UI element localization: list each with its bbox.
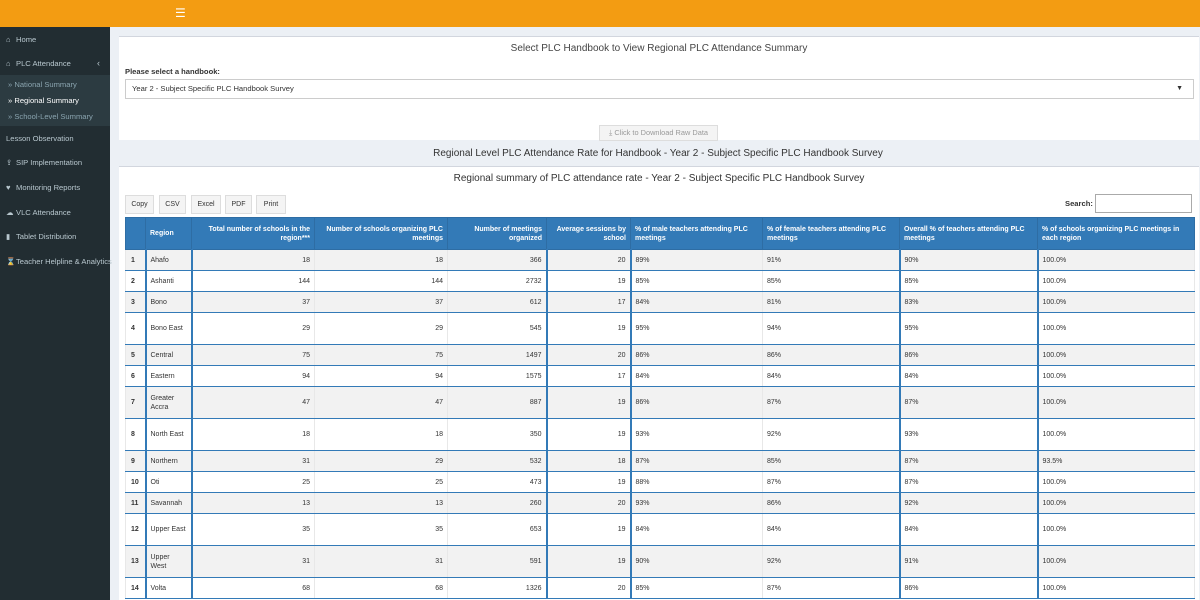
table-cell: 31	[192, 546, 315, 578]
table-cell: 20	[547, 578, 631, 599]
table-cell: 35	[192, 514, 315, 546]
table-cell: 1326	[448, 578, 547, 599]
table-cell: 84%	[763, 514, 900, 546]
table-cell: 612	[448, 292, 547, 313]
table-cell: 13	[192, 493, 315, 514]
table-row[interactable]	[126, 472, 1195, 493]
column-header[interactable]: Total number of schools in the region***	[192, 218, 315, 250]
sidebar-submenu	[0, 75, 110, 126]
table-cell: 473	[448, 472, 547, 493]
table-cell: 2732	[448, 271, 547, 292]
table-cell: 68	[192, 578, 315, 599]
table-cell: 18	[192, 250, 315, 271]
table-cell: 95%	[900, 313, 1038, 345]
heart-icon: ♥	[6, 183, 11, 192]
table-cell: 2	[126, 271, 146, 292]
column-header[interactable]: % of female teachers attending PLC meetings	[763, 218, 900, 250]
table-cell: 91%	[900, 546, 1038, 578]
home-icon: ⌂	[6, 35, 11, 44]
table-row[interactable]	[126, 366, 1195, 387]
table-row[interactable]	[126, 292, 1195, 313]
table-cell: 90%	[900, 250, 1038, 271]
table-cell: 85%	[900, 271, 1038, 292]
table-row[interactable]	[126, 493, 1195, 514]
table-cell: 18	[315, 250, 448, 271]
hamburger-icon[interactable]: ☰	[175, 6, 186, 20]
table-cell: 87%	[900, 472, 1038, 493]
table-cell: 94	[192, 366, 315, 387]
table-cell: 93.5%	[1038, 451, 1195, 472]
print-button[interactable]: Print	[256, 195, 286, 214]
table-cell: 100.0%	[1038, 546, 1195, 578]
summary-box	[119, 166, 1199, 600]
table-row[interactable]	[126, 387, 1195, 419]
table-cell: 86%	[763, 493, 900, 514]
table-header-row	[126, 218, 1195, 250]
handbook-select-label: Please select a handbook:	[125, 67, 220, 76]
table-cell: Savannah	[146, 493, 192, 514]
download-raw-data-button[interactable]: ⤓ Click to Download Raw Data	[599, 125, 718, 141]
chevron-left-icon: ‹	[97, 58, 100, 68]
table-cell: 89%	[631, 250, 763, 271]
table-cell: 29	[192, 313, 315, 345]
table-cell: Ashanti	[146, 271, 192, 292]
table-cell: 8	[126, 419, 146, 451]
top-navbar	[0, 0, 1200, 27]
sidebar-item-vlc-attendance[interactable]: ☁ VLC Attendance	[6, 208, 71, 217]
table-cell: 75	[315, 345, 448, 366]
table-cell: North East	[146, 419, 192, 451]
sidebar-item-school-level-summary[interactable]: » School-Level Summary	[8, 112, 93, 121]
search-input[interactable]	[1095, 194, 1192, 213]
column-header[interactable]: Number of schools organizing PLC meetings	[315, 218, 448, 250]
column-header[interactable]: % of male teachers attending PLC meetings	[631, 218, 763, 250]
table-cell: 100.0%	[1038, 578, 1195, 599]
table-body	[126, 250, 1195, 599]
table-cell: 87%	[900, 387, 1038, 419]
table-cell: Volta	[146, 578, 192, 599]
table-cell: 1575	[448, 366, 547, 387]
column-header[interactable]: Average sessions by school	[547, 218, 631, 250]
table-cell: 9	[126, 451, 146, 472]
table-row[interactable]	[126, 578, 1195, 599]
hourglass-icon: ⌛	[6, 257, 16, 266]
table-cell: Bono	[146, 292, 192, 313]
table-cell: Upper West	[146, 546, 192, 578]
table-cell: 18	[547, 451, 631, 472]
table-cell: 86%	[763, 345, 900, 366]
table-cell: 84%	[631, 292, 763, 313]
column-header[interactable]	[126, 218, 146, 250]
table-cell: 29	[315, 451, 448, 472]
column-header[interactable]: Region	[146, 218, 192, 250]
handbook-box-title: Select PLC Handbook to View Regional PLC Attendance Summary	[510, 43, 808, 54]
table-cell: 100.0%	[1038, 366, 1195, 387]
upload-icon: ⇪	[6, 158, 13, 167]
table-cell: 4	[126, 313, 146, 345]
table-row[interactable]	[126, 271, 1195, 292]
table-cell: 84%	[763, 366, 900, 387]
table-cell: 100.0%	[1038, 271, 1195, 292]
table-cell: 25	[192, 472, 315, 493]
sidebar-item-regional-summary[interactable]: » Regional Summary	[8, 96, 79, 105]
sidebar	[0, 27, 110, 600]
table-cell: 18	[192, 419, 315, 451]
table-cell: 532	[448, 451, 547, 472]
table-cell: 84%	[900, 366, 1038, 387]
sidebar-item-home[interactable]: ⌂ Home	[6, 35, 37, 44]
table-cell: 84%	[631, 514, 763, 546]
table-cell: 19	[547, 313, 631, 345]
table-cell: Ahafo	[146, 250, 192, 271]
sidebar-item-tablet-distribution[interactable]: ▮ Tablet Distribution	[6, 232, 77, 241]
table-cell: 100.0%	[1038, 472, 1195, 493]
table-cell: 94%	[763, 313, 900, 345]
pdf-button[interactable]: PDF	[225, 195, 252, 214]
column-header[interactable]: Number of meetings organized	[448, 218, 547, 250]
table-cell: 86%	[631, 345, 763, 366]
section-title: Regional Level PLC Attendance Rate for Handbook - Year 2 - Subject Specific PLC Handbook Survey	[433, 148, 883, 159]
table-cell: 3	[126, 292, 146, 313]
table-cell: 13	[315, 493, 448, 514]
double-chevron-right-icon: »	[8, 80, 15, 89]
table-cell: 86%	[900, 345, 1038, 366]
table-cell: 92%	[763, 546, 900, 578]
table-cell: 84%	[631, 366, 763, 387]
summary-table	[125, 217, 1195, 599]
table-cell: 14	[126, 578, 146, 599]
table-cell: 6	[126, 366, 146, 387]
excel-button[interactable]: Excel	[191, 195, 221, 214]
table-cell: 12	[126, 514, 146, 546]
sidebar-item-monitoring-reports[interactable]: ♥ Monitoring Reports	[6, 183, 81, 192]
summary-title: Regional summary of PLC attendance rate - Year 2 - Subject Specific PLC Handbook Survey	[453, 173, 865, 184]
table-row[interactable]	[126, 514, 1195, 546]
double-chevron-right-icon: »	[8, 96, 15, 105]
table-cell: 20	[547, 493, 631, 514]
table-cell: Northern	[146, 451, 192, 472]
table-cell: 20	[547, 345, 631, 366]
main-content	[110, 27, 1200, 600]
table-cell: 1497	[448, 345, 547, 366]
table-row[interactable]	[126, 313, 1195, 345]
table-cell: 68	[315, 578, 448, 599]
table-cell: 93%	[900, 419, 1038, 451]
table-cell: 545	[448, 313, 547, 345]
table-row[interactable]	[126, 546, 1195, 578]
table-cell: 47	[192, 387, 315, 419]
table-cell: 20	[547, 250, 631, 271]
table-row[interactable]	[126, 250, 1195, 271]
table-cell: 93%	[631, 493, 763, 514]
table-cell: 31	[192, 451, 315, 472]
table-cell: 100.0%	[1038, 514, 1195, 546]
table-cell: 90%	[631, 546, 763, 578]
table-cell: 31	[315, 546, 448, 578]
table-cell: 87%	[763, 387, 900, 419]
table-cell: 83%	[900, 292, 1038, 313]
table-cell: 100.0%	[1038, 250, 1195, 271]
table-cell: 84%	[900, 514, 1038, 546]
table-cell: 11	[126, 493, 146, 514]
table-cell: Upper East	[146, 514, 192, 546]
home-icon: ⌂	[6, 59, 11, 68]
table-cell: 100.0%	[1038, 345, 1195, 366]
sidebar-item-sip-implementation[interactable]: ⇪ SIP Implementation	[6, 158, 83, 167]
table-cell: Central	[146, 345, 192, 366]
table-cell: Oti	[146, 472, 192, 493]
table-cell: 17	[547, 292, 631, 313]
caret-down-icon: ▼	[1176, 85, 1183, 92]
table-cell: 37	[315, 292, 448, 313]
table-cell: 100.0%	[1038, 313, 1195, 345]
table-cell: 85%	[763, 271, 900, 292]
table-cell: 25	[315, 472, 448, 493]
table-cell: 87%	[631, 451, 763, 472]
table-row[interactable]	[126, 419, 1195, 451]
sidebar-item-national-summary[interactable]: » National Summary	[8, 80, 77, 89]
table-cell: 18	[315, 419, 448, 451]
table-cell: 887	[448, 387, 547, 419]
download-icon: ⤓	[609, 128, 613, 137]
table-cell: 591	[448, 546, 547, 578]
table-cell: 144	[192, 271, 315, 292]
table-cell: 29	[315, 313, 448, 345]
table-cell: 92%	[763, 419, 900, 451]
table-cell: 81%	[763, 292, 900, 313]
table-cell: 653	[448, 514, 547, 546]
table-cell: 95%	[631, 313, 763, 345]
table-cell: 260	[448, 493, 547, 514]
table-cell: 85%	[763, 451, 900, 472]
table-row[interactable]	[126, 451, 1195, 472]
search-label: Search:	[1065, 199, 1093, 208]
table-cell: 87%	[763, 578, 900, 599]
column-header[interactable]: Overall % of teachers attending PLC meetings	[900, 218, 1038, 250]
double-chevron-right-icon: »	[8, 112, 15, 121]
table-cell: 88%	[631, 472, 763, 493]
table-cell: 94	[315, 366, 448, 387]
table-cell: 13	[126, 546, 146, 578]
table-cell: 5	[126, 345, 146, 366]
sidebar-item-teacher-helpline[interactable]: ⌛Teacher Helpline & Analytics	[6, 257, 112, 266]
column-header[interactable]: % of schools organizing PLC meetings in each region	[1038, 218, 1195, 250]
csv-button[interactable]: CSV	[159, 195, 186, 214]
table-cell: Eastern	[146, 366, 192, 387]
handbook-select[interactable]	[125, 79, 1194, 99]
table-cell: 92%	[900, 493, 1038, 514]
table-cell: 93%	[631, 419, 763, 451]
table-cell: Greater Accra	[146, 387, 192, 419]
table-cell: 19	[547, 514, 631, 546]
table-cell: 366	[448, 250, 547, 271]
table-cell: 19	[547, 419, 631, 451]
table-cell: 100.0%	[1038, 493, 1195, 514]
cloud-icon: ☁	[6, 208, 14, 217]
table-cell: 19	[547, 387, 631, 419]
table-cell: 35	[315, 514, 448, 546]
table-cell: 19	[547, 271, 631, 292]
tablet-icon: ▮	[6, 232, 11, 241]
table-cell: 85%	[631, 578, 763, 599]
table-cell: 75	[192, 345, 315, 366]
sidebar-item-lesson-observation[interactable]: Lesson Observation	[6, 134, 74, 143]
table-cell: Bono East	[146, 313, 192, 345]
table-cell: 17	[547, 366, 631, 387]
table-cell: 100.0%	[1038, 387, 1195, 419]
table-cell: 91%	[763, 250, 900, 271]
table-cell: 85%	[631, 271, 763, 292]
copy-button[interactable]: Copy	[125, 195, 154, 214]
table-cell: 100.0%	[1038, 419, 1195, 451]
handbook-select-value: Year 2 - Subject Specific PLC Handbook Survey	[132, 84, 294, 93]
table-cell: 7	[126, 387, 146, 419]
table-row[interactable]	[126, 345, 1195, 366]
table-cell: 100.0%	[1038, 292, 1195, 313]
sidebar-item-plc-attendance[interactable]: ⌂ PLC Attendance ‹	[6, 58, 100, 68]
table-cell: 350	[448, 419, 547, 451]
table-cell: 1	[126, 250, 146, 271]
table-cell: 19	[547, 546, 631, 578]
table-cell: 86%	[631, 387, 763, 419]
table-cell: 47	[315, 387, 448, 419]
table-cell: 10	[126, 472, 146, 493]
table-cell: 37	[192, 292, 315, 313]
table-cell: 87%	[900, 451, 1038, 472]
table-cell: 87%	[763, 472, 900, 493]
table-cell: 86%	[900, 578, 1038, 599]
table-cell: 144	[315, 271, 448, 292]
table-cell: 19	[547, 472, 631, 493]
